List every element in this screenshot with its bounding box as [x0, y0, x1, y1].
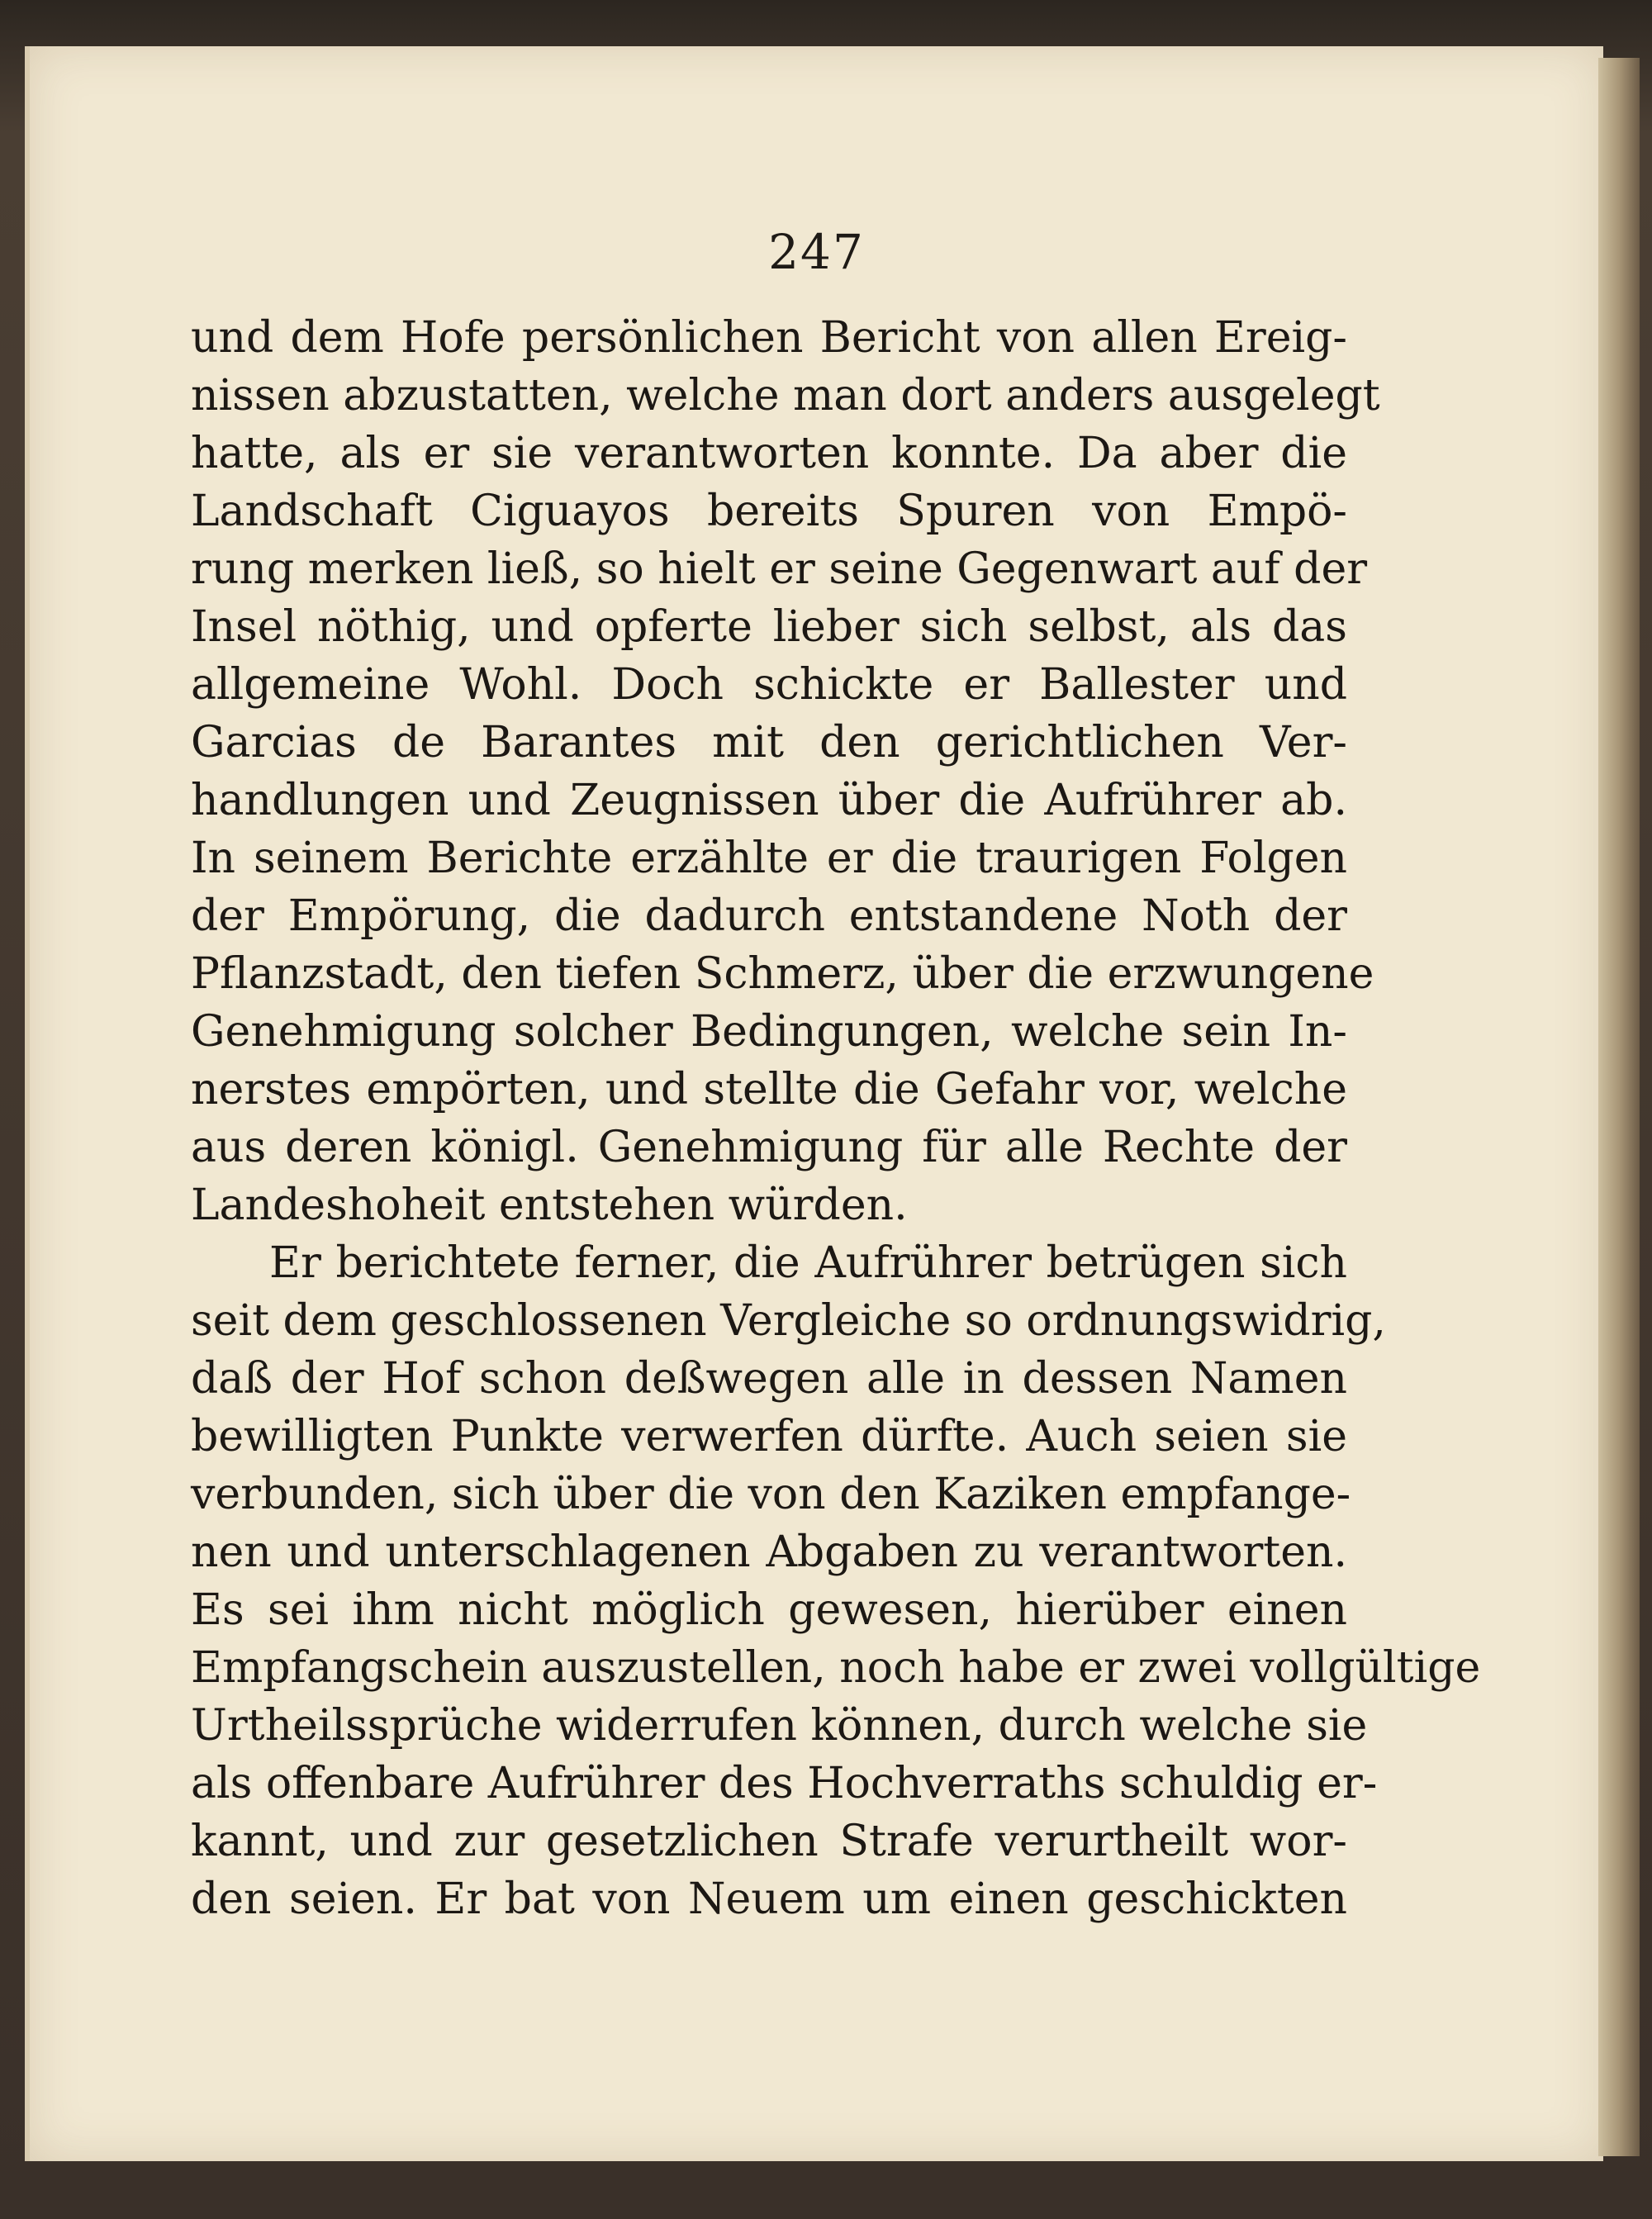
text-line: hatte, als er sie verantworten konnte. Da aber die	[191, 429, 1347, 478]
book-page	[25, 46, 1603, 2161]
text-line: Landeshoheit entstehen würden.	[191, 1181, 908, 1230]
text-line: Pflanzstadt, den tiefen Schmerz, über die erzwungene	[191, 949, 1374, 999]
text-line: Empfangschein auszustellen, noch habe er zwei vollgültige	[191, 1643, 1481, 1693]
text-line: verbunden, sich über die von den Kaziken empfange-	[191, 1470, 1351, 1519]
text-line: Genehmigung solcher Bedingungen, welche sein In-	[191, 1007, 1347, 1057]
page-body-text	[191, 309, 1481, 1928]
text-line: und dem Hofe persönlichen Bericht von allen Ereig-	[191, 313, 1347, 363]
text-line: Er berichtete ferner, die Aufrührer betrügen sich	[269, 1238, 1347, 1288]
text-line: handlungen und Zeugnissen über die Aufrührer ab.	[191, 776, 1347, 825]
text-line: nissen abzustatten, welche man dort anders ausgelegt	[191, 371, 1380, 421]
book-page-edge	[1598, 58, 1640, 2156]
text-line: kannt, und zur gesetzlichen Strafe verurtheilt wor-	[191, 1817, 1347, 1866]
text-line: als offenbare Aufrührer des Hochverraths schuldig er-	[191, 1759, 1378, 1808]
text-line: In seinem Berichte erzählte er die traurigen Folgen	[191, 834, 1347, 883]
text-line: aus deren königl. Genehmigung für alle Rechte der	[191, 1123, 1347, 1172]
text-line: Es sei ihm nicht möglich gewesen, hierüber einen	[191, 1585, 1347, 1635]
text-line: Urtheilssprüche widerrufen können, durch welche sie	[191, 1701, 1368, 1751]
text-line: bewilligten Punkte verwerfen dürfte. Auch seien sie	[191, 1412, 1347, 1461]
text-line: Insel nöthig, und opferte lieber sich selbst, als das	[191, 602, 1347, 652]
text-line: allgemeine Wohl. Doch schickte er Ballester und	[191, 660, 1347, 710]
text-line: nen und unterschlagenen Abgaben zu verantworten.	[191, 1528, 1347, 1577]
page-number: 247	[768, 224, 865, 280]
text-line: seit dem geschlossenen Vergleiche so ordnungswidrig,	[191, 1296, 1386, 1346]
text-line: Garcias de Barantes mit den gerichtlichen Ver-	[191, 718, 1347, 767]
text-line: rung merken ließ, so hielt er seine Gegenwart auf der	[191, 544, 1368, 594]
text-line: Landschaft Ciguayos bereits Spuren von Empö-	[191, 487, 1347, 536]
text-line: den seien. Er bat von Neuem um einen geschickten	[191, 1875, 1347, 1924]
text-line: der Empörung, die dadurch entstandene Noth der	[191, 891, 1347, 941]
text-line: daß der Hof schon deßwegen alle in dessen Namen	[191, 1354, 1347, 1404]
text-line: nerstes empörten, und stellte die Gefahr vor, welche	[191, 1065, 1347, 1114]
